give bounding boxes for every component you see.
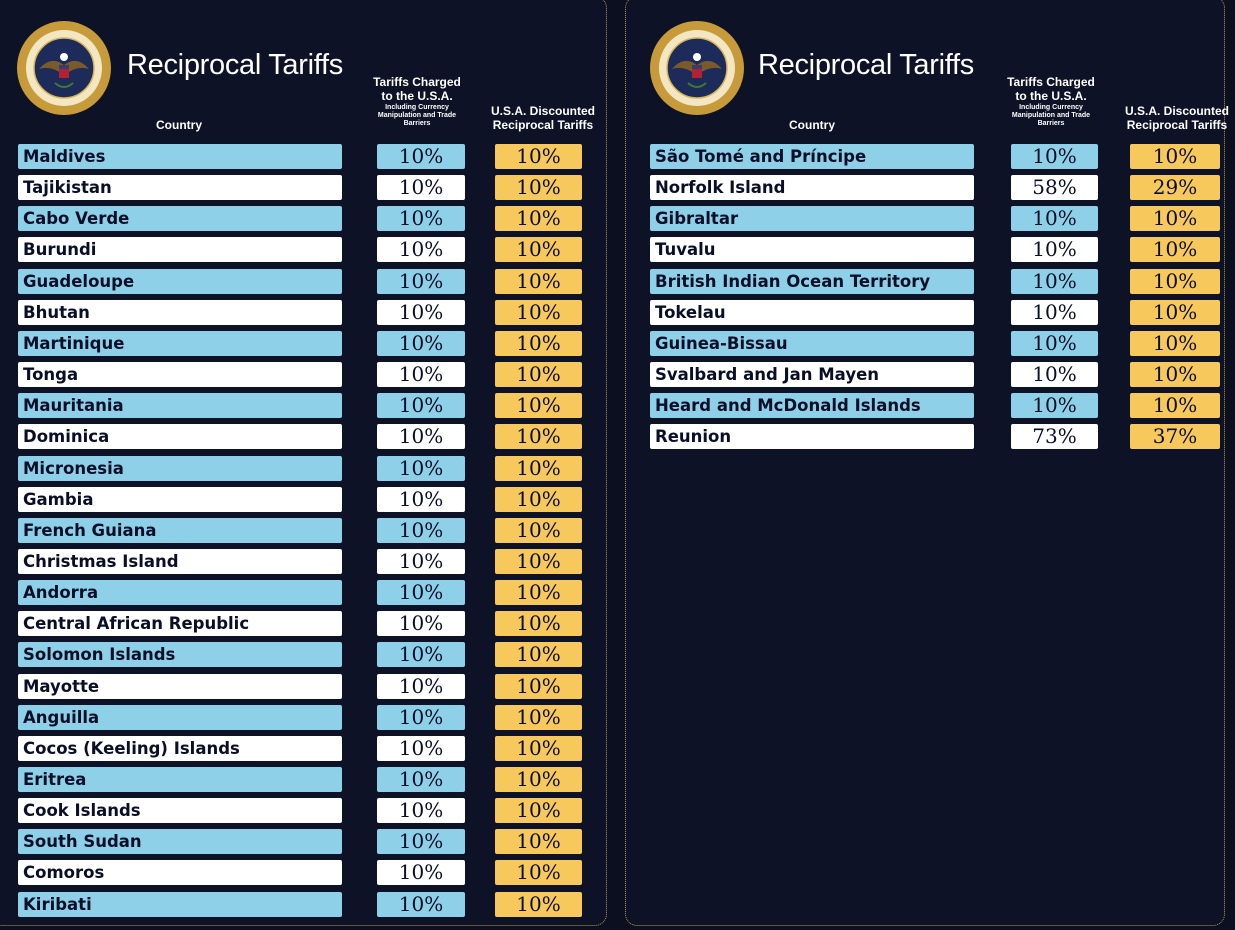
tariff-charged-cell: 10%: [377, 798, 465, 823]
country-cell: Burundi: [18, 237, 342, 262]
tariff-charged-cell: 10%: [1011, 269, 1098, 294]
tariff-charged-cell: 10%: [377, 206, 465, 231]
presidential-seal-icon: [650, 21, 744, 115]
tariff-charged-cell: 10%: [377, 767, 465, 792]
panel-title: Reciprocal Tariffs: [127, 49, 343, 81]
discounted-tariff-cell: 10%: [495, 456, 582, 481]
country-cell: Guadeloupe: [18, 269, 342, 294]
tariff-charged-cell: 10%: [1011, 393, 1098, 418]
discounted-tariff-cell: 10%: [1130, 206, 1220, 231]
country-cell: Mayotte: [18, 674, 342, 699]
tariff-charged-cell: 10%: [377, 580, 465, 605]
discounted-tariff-cell: 10%: [495, 144, 582, 169]
tariff-charged-cell: 10%: [377, 237, 465, 262]
discounted-tariff-cell: 10%: [495, 331, 582, 356]
country-cell: Svalbard and Jan Mayen: [650, 362, 974, 387]
country-cell: Anguilla: [18, 705, 342, 730]
country-cell: Central African Republic: [18, 611, 342, 636]
country-cell: Dominica: [18, 424, 342, 449]
column-header-charged: Tariffs Charged to the U.S.A. Including Currency Manipulation and Trade Barriers: [373, 75, 461, 127]
discounted-tariff-cell: 10%: [1130, 362, 1220, 387]
discounted-tariff-cell: 37%: [1130, 424, 1220, 449]
tariff-panel-left: [0, 0, 607, 926]
discounted-tariff-cell: 10%: [495, 300, 582, 325]
discounted-tariff-cell: 10%: [495, 611, 582, 636]
country-cell: Gibraltar: [650, 206, 974, 231]
country-cell: Tokelau: [650, 300, 974, 325]
discounted-tariff-cell: 10%: [1130, 300, 1220, 325]
column-header-discounted: U.S.A. Discounted Reciprocal Tariffs: [1124, 104, 1229, 132]
country-cell: Micronesia: [18, 456, 342, 481]
tariff-charged-cell: 10%: [377, 736, 465, 761]
discounted-tariff-cell: 10%: [495, 362, 582, 387]
discounted-tariff-cell: 10%: [495, 269, 582, 294]
tariff-charged-cell: 10%: [377, 642, 465, 667]
tariff-charged-cell: 10%: [377, 518, 465, 543]
tariff-charged-cell: 10%: [377, 487, 465, 512]
country-cell: Martinique: [18, 331, 342, 356]
discounted-tariff-cell: 10%: [495, 580, 582, 605]
discounted-tariff-cell: 10%: [495, 705, 582, 730]
tariff-charged-cell: 10%: [377, 860, 465, 885]
country-cell: Cook Islands: [18, 798, 342, 823]
country-cell: British Indian Ocean Territory: [650, 269, 974, 294]
country-cell: Eritrea: [18, 767, 342, 792]
column-header-country: Country: [156, 118, 202, 132]
discounted-tariff-cell: 10%: [495, 549, 582, 574]
discounted-tariff-cell: 10%: [495, 487, 582, 512]
discounted-tariff-cell: 10%: [495, 237, 582, 262]
column-header-charged: Tariffs Charged to the U.S.A. Including Currency Manipulation and Trade Barriers: [1007, 75, 1095, 127]
country-cell: Tajikistan: [18, 175, 342, 200]
country-cell: Guinea-Bissau: [650, 331, 974, 356]
discounted-tariff-cell: 10%: [495, 206, 582, 231]
tariff-charged-cell: 10%: [377, 611, 465, 636]
discounted-tariff-cell: 10%: [495, 798, 582, 823]
country-cell: Gambia: [18, 487, 342, 512]
country-cell: Norfolk Island: [650, 175, 974, 200]
discounted-tariff-cell: 10%: [1130, 331, 1220, 356]
country-cell: Cocos (Keeling) Islands: [18, 736, 342, 761]
country-cell: Tonga: [18, 362, 342, 387]
column-header-discounted: U.S.A. Discounted Reciprocal Tariffs: [490, 104, 595, 132]
country-cell: French Guiana: [18, 518, 342, 543]
tariff-charged-cell: 10%: [377, 269, 465, 294]
country-cell: São Tomé and Príncipe: [650, 144, 974, 169]
tariff-charged-cell: 73%: [1011, 424, 1098, 449]
tariff-charged-cell: 10%: [377, 331, 465, 356]
country-cell: Maldives: [18, 144, 342, 169]
tariff-charged-cell: 58%: [1011, 175, 1098, 200]
discounted-tariff-cell: 10%: [1130, 269, 1220, 294]
country-cell: South Sudan: [18, 829, 342, 854]
panel-title: Reciprocal Tariffs: [758, 49, 974, 81]
tariff-charged-cell: 10%: [377, 300, 465, 325]
country-cell: Tuvalu: [650, 237, 974, 262]
discounted-tariff-cell: 10%: [1130, 144, 1220, 169]
tariff-charged-cell: 10%: [1011, 362, 1098, 387]
tariff-charged-cell: 10%: [377, 549, 465, 574]
discounted-tariff-cell: 10%: [495, 892, 582, 917]
discounted-tariff-cell: 10%: [495, 424, 582, 449]
discounted-tariff-cell: 10%: [495, 642, 582, 667]
tariff-charged-cell: 10%: [377, 393, 465, 418]
discounted-tariff-cell: 10%: [495, 736, 582, 761]
tariff-charged-cell: 10%: [1011, 237, 1098, 262]
country-cell: Comoros: [18, 860, 342, 885]
discounted-tariff-cell: 10%: [1130, 237, 1220, 262]
tariff-charged-cell: 10%: [377, 175, 465, 200]
country-cell: Reunion: [650, 424, 974, 449]
country-cell: Andorra: [18, 580, 342, 605]
discounted-tariff-cell: 10%: [495, 860, 582, 885]
discounted-tariff-cell: 10%: [495, 829, 582, 854]
tariff-charged-cell: 10%: [377, 362, 465, 387]
tariff-charged-cell: 10%: [377, 674, 465, 699]
discounted-tariff-cell: 10%: [495, 674, 582, 699]
tariff-charged-cell: 10%: [377, 424, 465, 449]
country-cell: Kiribati: [18, 892, 342, 917]
tariff-charged-cell: 10%: [377, 829, 465, 854]
country-cell: Bhutan: [18, 300, 342, 325]
country-cell: Mauritania: [18, 393, 342, 418]
tariff-charged-cell: 10%: [1011, 206, 1098, 231]
country-cell: Cabo Verde: [18, 206, 342, 231]
discounted-tariff-cell: 10%: [495, 393, 582, 418]
tariff-charged-cell: 10%: [377, 892, 465, 917]
tariff-charged-cell: 10%: [1011, 331, 1098, 356]
discounted-tariff-cell: 10%: [495, 175, 582, 200]
presidential-seal-icon: [17, 21, 111, 115]
tariff-charged-cell: 10%: [377, 705, 465, 730]
column-header-country: Country: [789, 118, 835, 132]
country-cell: Heard and McDonald Islands: [650, 393, 974, 418]
tariff-charged-cell: 10%: [377, 144, 465, 169]
discounted-tariff-cell: 10%: [495, 767, 582, 792]
country-cell: Christmas Island: [18, 549, 342, 574]
tariff-panel-right: [625, 0, 1229, 926]
country-cell: Solomon Islands: [18, 642, 342, 667]
tariff-charged-cell: 10%: [377, 456, 465, 481]
tariff-charged-cell: 10%: [1011, 300, 1098, 325]
discounted-tariff-cell: 10%: [1130, 393, 1220, 418]
tariff-charged-cell: 10%: [1011, 144, 1098, 169]
discounted-tariff-cell: 29%: [1130, 175, 1220, 200]
discounted-tariff-cell: 10%: [495, 518, 582, 543]
